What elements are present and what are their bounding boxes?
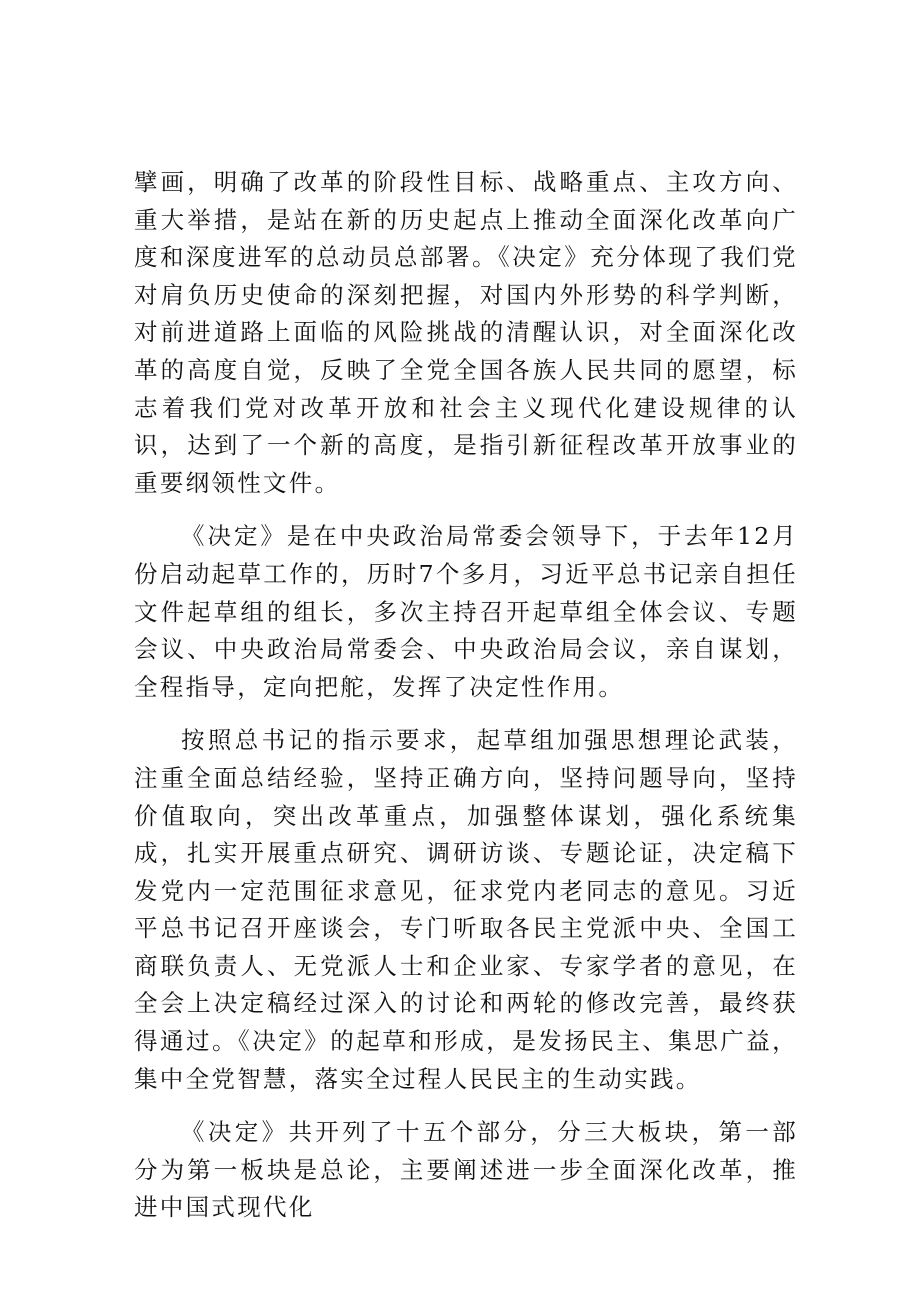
paragraph-4: 《决定》共开列了十五个部分，分三大板块，第一部分为第一板块是总论，主要阐述进一步全面深化改革，推进中国式现代化 [134, 1118, 798, 1222]
paragraph-2: 《决定》是在中央政治局常委会领导下，于去年12月份启动起草工作的，历时7个多月，习近平总书记亲自担任文件起草组的组长，多次主持召开起草组全体会议、专题会议、中央政治局常委会、中央政治局会议，亲自谋划，全程指导，定向把舵，发挥了决定性作用。 [134, 522, 798, 701]
document-body [134, 164, 798, 1243]
paragraph-1: 擘画，明确了改革的阶段性目标、战略重点、主攻方向、重大举措，是站在新的历史起点上推动全面深化改革向广度和深度进军的总动员总部署。《决定》充分体现了我们党对肩负历史使命的深刻把握，对国内外形势的科学判断，对前进道路上面临的风险挑战的清醒认识，对全面深化改革的高度自觉，反映了全党全国各族人民共同的愿望，标志着我们党对改革开放和社会主义现代化建设规律的认识，达到了一个新的高度，是指引新征程改革开放事业的重要纲领性文件。 [134, 168, 798, 497]
paragraph-3: 按照总书记的指示要求，起草组加强思想理论武装，注重全面总结经验，坚持正确方向，坚持问题导向，坚持价值取向，突出改革重点，加强整体谋划，强化系统集成，扎实开展重点研究、调研访谈、专题论证，决定稿下发党内一定范围征求意见，征求党内老同志的意见。习近平总书记召开座谈会，专门听取各民主党派中央、全国工商联负责人、无党派人士和企业家、专家学者的意见，在全会上决定稿经过深入的讨论和两轮的修改完善，最终获得通过。《决定》的起草和形成，是发扬民主、集思广益，集中全党智慧，落实全过程人民民主的生动实践。 [134, 726, 798, 1093]
